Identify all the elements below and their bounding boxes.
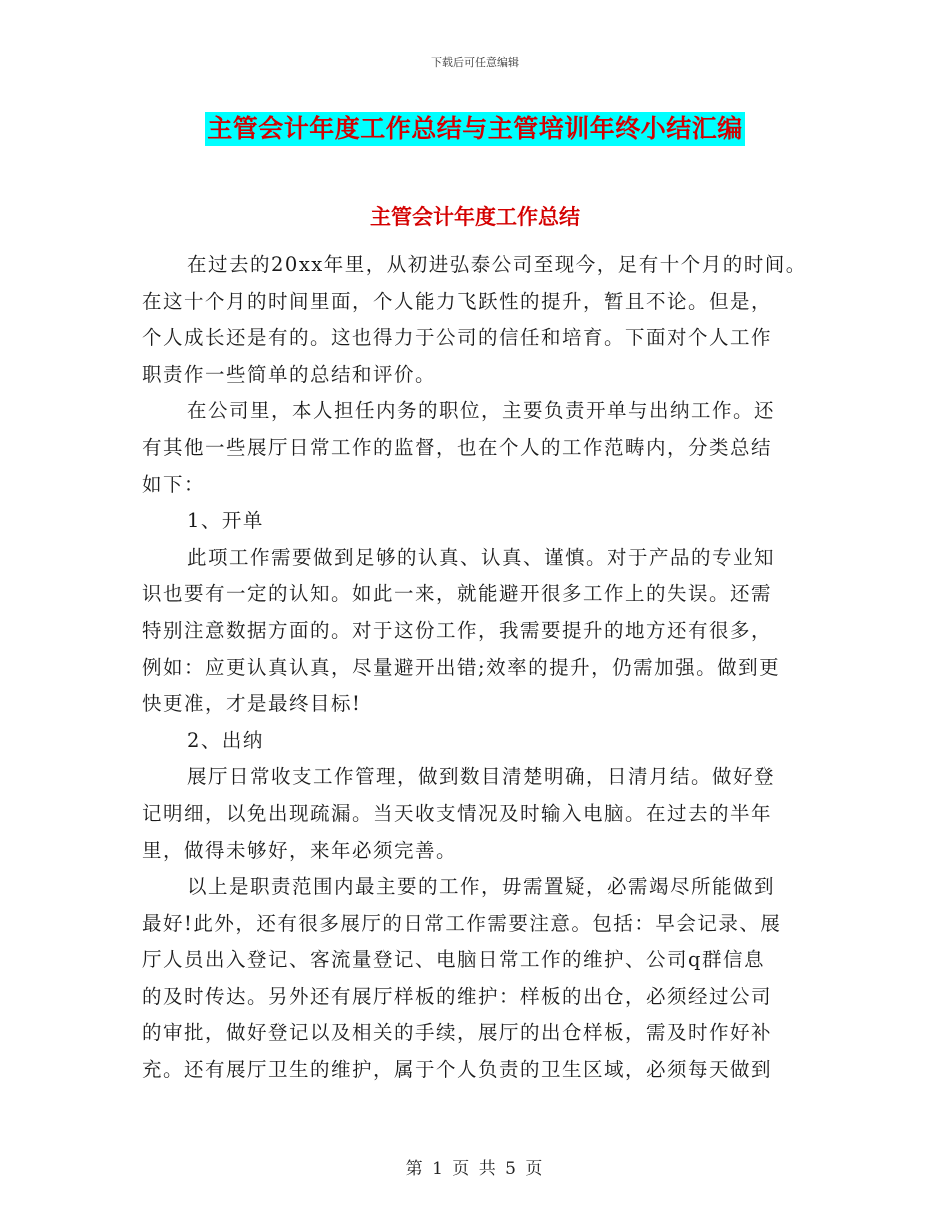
paragraph-line: 记明细，以免出现疏漏。当天收支情况及时输入电脑。在过去的半年 [142, 801, 773, 825]
paragraph-line: 充。还有展厅卫生的维护，属于个人负责的卫生区域，必须每天做到 [142, 1058, 773, 1082]
paragraph-line: 职责作一些简单的总结和评价。 [142, 362, 437, 386]
paragraph-line: 里，做得未够好，来年必须完善。 [142, 838, 458, 862]
document-title: 主管会计年度工作总结与主管培训年终小结汇编 [205, 112, 745, 146]
paragraph-line: 识也要有一定的认知。如此一来，就能避开很多工作上的失误。还需 [142, 582, 773, 606]
paragraph-line: 在公司里，本人担任内务的职位，主要负责开单与出纳工作。还 [187, 399, 776, 423]
paragraph-line: 快更准，才是最终目标! [142, 692, 362, 716]
paragraph-line: 特别注意数据方面的。对于这份工作，我需要提升的地方还有很多， [142, 618, 773, 642]
paragraph-line: 此项工作需要做到足够的认真、认真、谨慎。对于产品的专业知 [187, 545, 776, 569]
paragraph-line: 厅人员出入登记、客流量登记、电脑日常工作的维护、公司q群信息 [142, 948, 765, 972]
paragraph-line: 的及时传达。另外还有展厅样板的维护：样板的出仓，必须经过公司 [142, 984, 773, 1008]
paragraph-line: 如下： [142, 472, 206, 496]
page-footer: 第 1 页 共 5 页 [405, 1159, 545, 1179]
paragraph-line: 在过去的20xx年里，从初进弘泰公司至现今，足有十个月的时间。 [187, 253, 807, 276]
paragraph-line: 在这十个月的时间里面，个人能力飞跃性的提升，暂且不论。但是， [142, 289, 773, 313]
paragraph-line: 的审批，做好登记以及相关的手续，展厅的出仓样板，需及时作好补 [142, 1021, 773, 1045]
header-note: 下载后可任意编辑 [431, 56, 519, 69]
paragraph-line: 以上是职责范围内最主要的工作，毋需置疑，必需竭尽所能做到 [187, 875, 776, 899]
subheading-line: 2、出纳 [187, 728, 264, 752]
paragraph-line: 例如：应更认真认真，尽量避开出错;效率的提升，仍需加强。做到更 [142, 655, 781, 679]
paragraph-line: 个人成长还是有的。这也得力于公司的信任和培育。下面对个人工作 [142, 326, 773, 350]
paragraph-line: 最好!此外，还有很多展厅的日常工作需要注意。包括：早会记录、展 [142, 911, 782, 935]
body-text [142, 247, 832, 1089]
paragraph-line: 有其他一些展厅日常工作的监督，也在个人的工作范畴内，分类总结 [142, 435, 773, 459]
section-title: 主管会计年度工作总结 [370, 204, 580, 229]
paragraph-line: 展厅日常收支工作管理，做到数目清楚明确，日清月结。做好登 [187, 765, 776, 789]
subheading-line: 1、开单 [187, 509, 264, 533]
document-title-block [0, 112, 950, 146]
